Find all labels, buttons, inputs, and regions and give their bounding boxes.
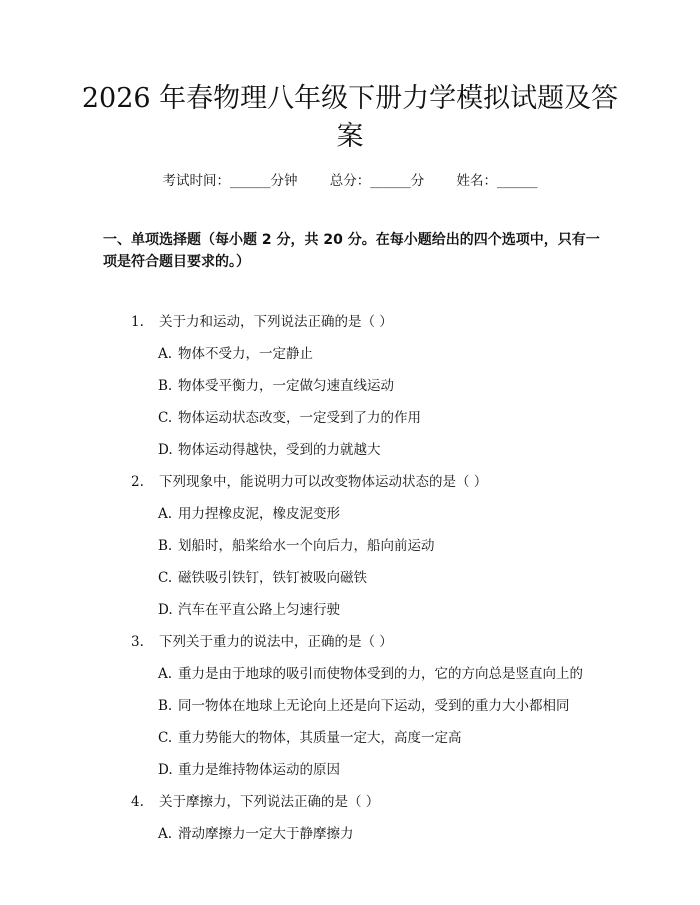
option-3d <box>158 758 340 778</box>
option-2c <box>158 566 367 586</box>
exam-time: 考试时间：______分钟 <box>162 173 298 189</box>
option-3b <box>158 694 570 714</box>
option-1a <box>158 342 313 362</box>
option-text: 重力是维持物体运动的原因 <box>178 762 340 778</box>
option-letter: C. <box>158 570 173 586</box>
option-3a <box>158 662 583 682</box>
question-stem: 下列关于重力的说法中，正确的是（ ） <box>159 634 393 650</box>
question-4 <box>131 790 379 810</box>
option-text: 用力捏橡皮泥，橡皮泥变形 <box>178 506 340 522</box>
title-line-2: 案 <box>336 121 364 152</box>
question-number: 4. <box>131 794 144 810</box>
question-number: 2. <box>131 474 144 490</box>
option-text: 汽车在平直公路上匀速行驶 <box>178 602 340 618</box>
option-letter: B. <box>158 378 173 394</box>
option-letter: C. <box>158 730 173 746</box>
question-1 <box>131 310 393 330</box>
title-line-1: 2026 年春物理八年级下册力学模拟试题及答 <box>81 83 619 114</box>
question-2 <box>131 470 487 490</box>
option-letter: A. <box>158 506 173 522</box>
option-text: 同一物体在地球上无论向上还是向下运动，受到的重力大小都相同 <box>178 698 570 714</box>
option-letter: D. <box>158 602 173 618</box>
option-letter: A. <box>158 666 173 682</box>
option-text: 物体运动得越快，受到的力就越大 <box>178 442 381 458</box>
option-text: 重力是由于地球的吸引而使物体受到的力，它的方向总是竖直向上的 <box>178 666 583 682</box>
total-score: 总分：______分 <box>329 173 425 189</box>
question-number: 3. <box>131 634 144 650</box>
section-heading: 一、单项选择题（每小题 2 分，共 20 分。在每小题给出的四个选项中，只有一项是符合题目要求的。） <box>103 232 600 270</box>
option-letter: D. <box>158 762 173 778</box>
option-letter: B. <box>158 538 173 554</box>
option-1b <box>158 374 394 394</box>
option-3c <box>158 726 462 746</box>
option-letter: A. <box>158 346 173 362</box>
option-text: 物体不受力，一定静止 <box>178 346 313 362</box>
question-stem: 关于摩擦力，下列说法正确的是（ ） <box>159 794 380 810</box>
question-stem: 下列现象中，能说明力可以改变物体运动状态的是（ ） <box>159 474 488 490</box>
option-text: 物体运动状态改变，一定受到了力的作用 <box>178 410 421 426</box>
question-3 <box>131 630 393 650</box>
option-1d <box>158 438 381 458</box>
student-name: 姓名：______ <box>456 173 538 189</box>
option-2b <box>158 534 435 554</box>
option-letter: D. <box>158 442 173 458</box>
option-letter: A. <box>158 826 173 842</box>
option-1c <box>158 406 421 426</box>
option-4a <box>158 822 354 842</box>
option-text: 物体受平衡力，一定做匀速直线运动 <box>178 378 394 394</box>
option-text: 磁铁吸引铁钉，铁钉被吸向磁铁 <box>178 570 367 586</box>
option-text: 划船时，船桨给水一个向后力，船向前运动 <box>178 538 435 554</box>
option-letter: C. <box>158 410 173 426</box>
option-text: 重力势能大的物体，其质量一定大，高度一定高 <box>178 730 462 746</box>
option-text: 滑动摩擦力一定大于静摩擦力 <box>178 826 354 842</box>
question-stem: 关于力和运动，下列说法正确的是（ ） <box>159 314 393 330</box>
question-number: 1. <box>131 314 144 330</box>
option-2d <box>158 598 340 618</box>
option-letter: B. <box>158 698 173 714</box>
option-2a <box>158 502 340 522</box>
